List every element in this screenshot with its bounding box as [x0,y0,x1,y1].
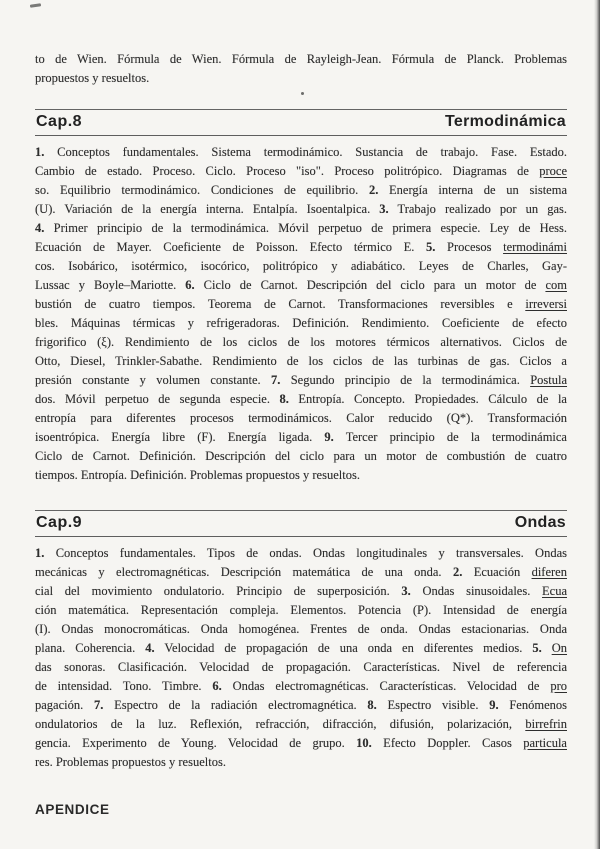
text-line: isoentrópica. Energía libre (F). Energía ligada. 9. Tercer principio de la termodinámica [35,430,567,444]
text-line: 4. Primer principio de la termodinámica. Móvil perpetuo de primera especie. Ley de Hess. [35,221,567,235]
text-line: de intensidad. Tono. Timbre. 6. Ondas electromagnéticas. Características. Velocidad de pro [35,679,567,693]
text-line: presión constante y volumen constante. 7. Segundo principio de la termodinámica. Postula [35,373,568,387]
chapter-8-title: Termodinámica [445,113,566,130]
text-line: propuestos y resueltos. [35,71,150,85]
text-line: Ecuación de Mayer. Coeficiente de Poisson. Efecto térmico E. 5. Procesos termodinámi [35,240,567,254]
intro-paragraph [35,50,567,88]
text-line: Otto, Diesel, Trinkler-Sabathe. Rendimiento de los ciclos de las turbinas de gas. Ciclos a [35,354,567,368]
text-line: to de Wien. Fórmula de Wien. Fórmula de Rayleigh-Jean. Fórmula de Planck. Problemas [35,52,567,66]
text-line: so. Equilibrio termodinámico. Condiciones de equilibrio. 2. Energía interna de un sistema [35,183,567,197]
page-content [35,0,567,817]
text-line: entropía para diferentes procesos termodinámicos. Calor reducido (Q*). Transformación [35,411,567,425]
chapter-9-header [35,510,567,537]
text-line: bles. Máquinas térmicas y refrigeradoras. Definición. Rendimiento. Coeficiente de efecto [35,316,567,330]
appendix-heading: APENDICE [35,802,110,817]
chapter-9-title: Ondas [514,514,566,531]
text-line: 1. Conceptos fundamentales. Sistema termodinámico. Sustancia de trabajo. Fase. Estado. [35,145,567,159]
text-line: 1. Conceptos fundamentales. Tipos de ondas. Ondas longitudinales y transversales. Ondas [35,546,567,560]
text-line: cial del movimiento ondulatorio. Principio de superposición. 3. Ondas sinusoidales. Ecua [35,584,567,598]
chapter-8-header [35,109,567,136]
text-line: mecánicas y electromagnéticas. Descripción matemática de una onda. 2. Ecuación diferen [35,565,567,579]
chapter-8-section [35,109,567,485]
text-line: tiempos. Entropía. Definición. Problemas propuestos y resueltos. [35,468,360,482]
scan-dot-artifact [301,92,304,95]
text-line: dos. Móvil perpetuo de segunda especie. 8. Entropía. Concepto. Propiedades. Cálculo de la [35,392,567,406]
text-line: pagación. 7. Espectro de la radiación electromagnética. 8. Espectro visible. 9. Fenómenos [35,698,567,712]
text-line: Lussac y Boyle–Mariotte. 6. Ciclo de Carnot. Descripción del ciclo para un motor de com [35,278,567,292]
chapter-9-body [35,544,567,772]
text-line: plana. Coherencia. 4. Velocidad de propagación de una onda en diferentes medios. 5. On [35,641,568,655]
text-line: frigorifico (ξ). Rendimiento de los ciclos de los motores térmicos alternativos. Ciclos de [35,335,567,349]
text-line: Cambio de estado. Proceso. Ciclo. Proceso "iso". Proceso politrópico. Diagramas de proce [35,164,567,178]
chapter-9-section [35,510,567,772]
text-line: ción matemática. Representación compleja. Elementos. Potencia (P). Intensidad de energía [35,603,567,617]
chapter-8-number: Cap.8 [36,113,83,130]
text-line: gencia. Experimento de Young. Velocidad de grupo. 10. Efecto Doppler. Casos particula [35,736,567,750]
text-line: res. Problemas propuestos y resueltos. [35,755,226,769]
chapter-8-body [35,143,567,485]
text-line: (U). Variación de la energía interna. Entalpía. Isoentalpica. 3. Trabajo realizado por un gas. [35,202,568,216]
text-line: ondulatorios de la luz. Reflexión, refracción, difracción, difusión, polarización, birrefrin [35,717,567,731]
chapter-9-number: Cap.9 [36,514,83,531]
text-line: das sonoras. Clasificación. Velocidad de propagación. Características. Nivel de referencia [35,660,567,674]
text-line: cos. Isobárico, isotérmico, isocórico, politrópico y adiabático. Leyes de Charles, Gay- [35,259,567,273]
text-line: (I). Ondas monocromáticas. Onda homogénea. Frentes de onda. Ondas estacionarias. Onda [35,622,567,636]
text-line: Ciclo de Carnot. Definición. Descripción del ciclo para un motor de combustión de cuatro [35,449,567,463]
scan-edge-artifact [594,0,600,849]
text-line: bustión de cuatro tiempos. Teorema de Carnot. Transformaciones reversibles e irreversi [35,297,567,311]
